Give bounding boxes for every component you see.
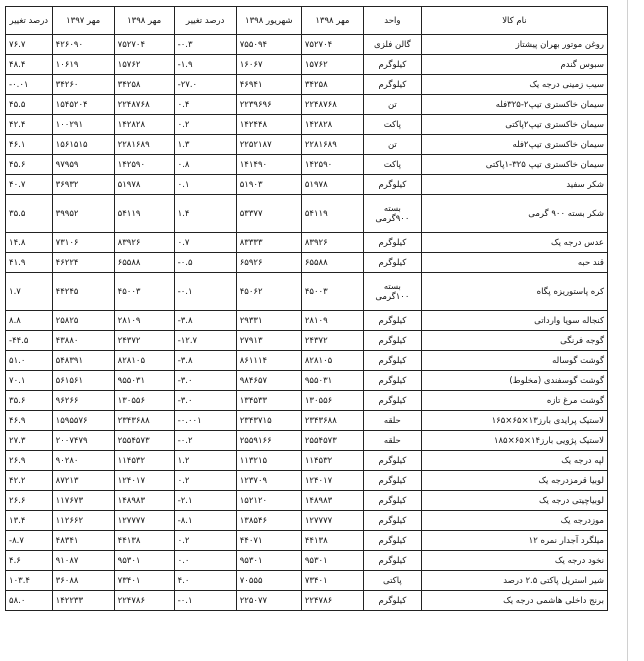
price-mehr-98-cell: ۲۲۸۱۶۸۹ [301, 135, 363, 155]
percent-change-cell: ۰.۲ [174, 471, 236, 491]
percent-change-cell: -۰.۲ [174, 431, 236, 451]
price-shahrivar-98-cell: ۱۴۱۴۹۰ [236, 155, 301, 175]
percent-change-cell: -۱۲.۷ [174, 331, 236, 351]
unit-cell: پاکتی [363, 571, 421, 591]
item-name-cell: سبوس گندم [421, 55, 607, 75]
annual-change-cell: -۸.۷ [6, 531, 53, 551]
table-row [6, 371, 608, 391]
item-name-cell: لاستیک پرایدی بارز۱۳×۶۵×۱۶۵ [421, 411, 607, 431]
unit-cell: حلقه [363, 411, 421, 431]
annual-change-cell: ۱.۷ [6, 273, 53, 311]
unit-cell: کیلوگرم [363, 591, 421, 611]
price-mehr-98-cell: ۲۴۳۷۲ [301, 331, 363, 351]
table-row [6, 55, 608, 75]
price-mehr-97-cell: ۹۶۲۶۶ [52, 391, 114, 411]
unit-cell: تن [363, 135, 421, 155]
item-name-cell: لوبیاچیتی درجه یک [421, 491, 607, 511]
annual-change-cell: ۸.۸ [6, 311, 53, 331]
page-edge [627, 0, 628, 661]
price-mehr-97-cell: ۴۲۶۰۹۰ [52, 35, 114, 55]
price-mehr-98-b-cell: ۲۸۱۰۹ [114, 311, 174, 331]
unit-cell: کیلوگرم [363, 471, 421, 491]
annual-change-cell: ۴۶.۹ [6, 411, 53, 431]
price-mehr-97-cell: ۱۰۶۱۹ [52, 55, 114, 75]
table-row [6, 35, 608, 55]
price-shahrivar-98-cell: ۱۶۰۶۷ [236, 55, 301, 75]
price-mehr-98-b-cell: ۴۵۰۰۳ [114, 273, 174, 311]
table-row [6, 75, 608, 95]
price-mehr-98-cell: ۱۳۰۵۵۶ [301, 391, 363, 411]
price-mehr-98-cell: ۱۴۲۵۹۰ [301, 155, 363, 175]
price-shahrivar-98-cell: ۹۸۴۶۵۷ [236, 371, 301, 391]
table-row [6, 175, 608, 195]
price-mehr-98-b-cell: ۱۲۴۰۱۷ [114, 471, 174, 491]
annual-change-cell: ۷۰.۱ [6, 371, 53, 391]
price-shahrivar-98-cell: ۲۲۵۲۱۸۷ [236, 135, 301, 155]
item-name-cell: سیب زمینی درجه یک [421, 75, 607, 95]
percent-change-cell: ۱.۴ [174, 195, 236, 233]
unit-cell: کیلوگرم [363, 351, 421, 371]
price-mehr-97-cell: ۱۱۲۶۶۲ [52, 511, 114, 531]
table-row [6, 351, 608, 371]
annual-change-cell: ۴۱.۹ [6, 253, 53, 273]
unit-cell: کیلوگرم [363, 551, 421, 571]
price-shahrivar-98-cell: ۸۶۱۱۱۴ [236, 351, 301, 371]
price-mehr-98-cell: ۱۲۴۰۱۷ [301, 471, 363, 491]
item-name-cell: گوشت مرغ تازه [421, 391, 607, 411]
price-mehr-97-cell: ۷۳۱۰۶ [52, 233, 114, 253]
price-mehr-97-cell: ۴۳۸۸۰ [52, 331, 114, 351]
unit-cell: بسته ۹۰۰گرمی [363, 195, 421, 233]
unit-cell: کیلوگرم [363, 75, 421, 95]
annual-change-cell: ۴۸.۴ [6, 55, 53, 75]
annual-change-cell: ۴۵.۵ [6, 95, 53, 115]
item-name-cell: لوبیا قرمزدرجه یک [421, 471, 607, 491]
item-name-cell: شکر سفید [421, 175, 607, 195]
price-mehr-98-b-cell: ۳۴۲۵۸ [114, 75, 174, 95]
item-name-cell: قند حبه [421, 253, 607, 273]
price-mehr-98-b-cell: ۱۳۰۵۵۶ [114, 391, 174, 411]
price-shahrivar-98-cell: ۲۳۴۳۷۱۵ [236, 411, 301, 431]
unit-cell: حلقه [363, 431, 421, 451]
price-mehr-98-cell: ۹۵۳۰۱ [301, 551, 363, 571]
item-name-cell: برنج داخلی هاشمی درجه یک [421, 591, 607, 611]
table-row [6, 273, 608, 311]
price-mehr-98-cell: ۷۳۴۰۱ [301, 571, 363, 591]
price-mehr-98-b-cell: ۷۵۲۷۰۴ [114, 35, 174, 55]
table-row [6, 571, 608, 591]
annual-change-cell: ۴۲.۴ [6, 115, 53, 135]
percent-change-cell: -۰.۳ [174, 35, 236, 55]
table-row [6, 311, 608, 331]
table-row [6, 195, 608, 233]
table-row [6, 431, 608, 451]
price-shahrivar-98-cell: ۲۲۵۰۷۷ [236, 591, 301, 611]
unit-cell: بسته ۱۰۰گرمی [363, 273, 421, 311]
price-mehr-97-cell: ۹۷۹۵۹ [52, 155, 114, 175]
price-table [5, 6, 608, 611]
price-shahrivar-98-cell: ۵۳۳۷۷ [236, 195, 301, 233]
annual-change-cell: ۲۷.۳ [6, 431, 53, 451]
table-row [6, 551, 608, 571]
price-mehr-98-b-cell: ۷۳۴۰۱ [114, 571, 174, 591]
price-shahrivar-98-cell: ۷۵۵۰۹۴ [236, 35, 301, 55]
unit-cell: کیلوگرم [363, 391, 421, 411]
item-name-cell: لپه درجه یک [421, 451, 607, 471]
price-mehr-97-cell: ۱۵۹۵۵۷۶ [52, 411, 114, 431]
item-name-cell: گوجه فرنگی [421, 331, 607, 351]
price-shahrivar-98-cell: ۱۳۸۵۴۶ [236, 511, 301, 531]
header-percent-change: درصد تغییر [174, 7, 236, 35]
price-shahrivar-98-cell: ۵۱۹۰۳ [236, 175, 301, 195]
annual-change-cell: ۴۲.۲ [6, 471, 53, 491]
table-row [6, 391, 608, 411]
table-row [6, 411, 608, 431]
price-shahrivar-98-cell: ۴۴۰۷۱ [236, 531, 301, 551]
annual-change-cell: ۴۶.۱ [6, 135, 53, 155]
annual-change-cell: ۲۶.۶ [6, 491, 53, 511]
item-name-cell: روغن موتور بهران پیشتاز [421, 35, 607, 55]
percent-change-cell: ۰.۱ [174, 175, 236, 195]
price-mehr-98-cell: ۷۵۲۷۰۴ [301, 35, 363, 55]
price-mehr-97-cell: ۴۸۳۴۱ [52, 531, 114, 551]
price-mehr-98-cell: ۲۲۴۷۸۶ [301, 591, 363, 611]
price-mehr-98-b-cell: ۱۲۷۷۷۷ [114, 511, 174, 531]
price-shahrivar-98-cell: ۸۳۳۳۳ [236, 233, 301, 253]
percent-change-cell: -۰.۰۰۱ [174, 411, 236, 431]
header-percent-change-annual: درصد تغییر [6, 7, 53, 35]
price-shahrivar-98-cell: ۲۲۳۹۶۹۶ [236, 95, 301, 115]
price-mehr-97-cell: ۳۹۹۵۲ [52, 195, 114, 233]
percent-change-cell: -۰.۱ [174, 591, 236, 611]
price-mehr-98-cell: ۱۱۴۵۳۲ [301, 451, 363, 471]
price-table-container [5, 6, 611, 611]
price-shahrivar-98-cell: ۴۵۰۶۲ [236, 273, 301, 311]
annual-change-cell: -۰.۰۱ [6, 75, 53, 95]
percent-change-cell: ۰.۰ [174, 551, 236, 571]
price-mehr-98-cell: ۵۴۱۱۹ [301, 195, 363, 233]
price-mehr-98-cell: ۹۵۵۰۳۱ [301, 371, 363, 391]
item-name-cell: نخود درجه یک [421, 551, 607, 571]
unit-cell: کیلوگرم [363, 331, 421, 351]
price-shahrivar-98-cell: ۹۵۳۰۱ [236, 551, 301, 571]
percent-change-cell: ۰.۴ [174, 95, 236, 115]
price-mehr-98-b-cell: ۵۱۹۷۸ [114, 175, 174, 195]
annual-change-cell: ۳۵.۶ [6, 391, 53, 411]
item-name-cell: کنجاله سویا وارداتی [421, 311, 607, 331]
table-row [6, 451, 608, 471]
percent-change-cell: ۰.۷ [174, 233, 236, 253]
unit-cell: تن [363, 95, 421, 115]
price-shahrivar-98-cell: ۴۶۹۴۱ [236, 75, 301, 95]
price-mehr-98-cell: ۴۴۱۳۸ [301, 531, 363, 551]
price-mehr-98-b-cell: ۲۴۳۷۲ [114, 331, 174, 351]
price-shahrivar-98-cell: ۱۵۲۱۲۰ [236, 491, 301, 511]
price-mehr-97-cell: ۱۴۲۲۳۳ [52, 591, 114, 611]
annual-change-cell: ۱۳.۴ [6, 511, 53, 531]
item-name-cell: عدس درجه یک [421, 233, 607, 253]
percent-change-cell: ۰.۲ [174, 531, 236, 551]
percent-change-cell: ۴.۰ [174, 571, 236, 591]
price-mehr-98-b-cell: ۸۳۹۲۶ [114, 233, 174, 253]
item-name-cell: سیمان خاکستری تیپ۲فله [421, 135, 607, 155]
table-body [6, 35, 608, 611]
unit-cell: کیلوگرم [363, 451, 421, 471]
price-mehr-98-cell: ۸۳۹۲۶ [301, 233, 363, 253]
price-shahrivar-98-cell: ۱۳۴۵۳۳ [236, 391, 301, 411]
price-mehr-98-b-cell: ۲۲۴۸۷۶۸ [114, 95, 174, 115]
item-name-cell: کره پاستوریزه پگاه [421, 273, 607, 311]
item-name-cell: سیمان خاکستری تیپ۲-۳۲۵فله [421, 95, 607, 115]
price-mehr-97-cell: ۱۵۴۵۲۰۴ [52, 95, 114, 115]
table-row [6, 233, 608, 253]
percent-change-cell: -۲.۱ [174, 491, 236, 511]
price-shahrivar-98-cell: ۷۰۵۵۵ [236, 571, 301, 591]
price-mehr-97-cell: ۳۶۹۳۲ [52, 175, 114, 195]
unit-cell: کیلوگرم [363, 55, 421, 75]
percent-change-cell: -۳.۸ [174, 351, 236, 371]
table-row [6, 491, 608, 511]
item-name-cell: موزدرجه یک [421, 511, 607, 531]
unit-cell: پاکت [363, 155, 421, 175]
item-name-cell: گوشت گوسفندی (مخلوط) [421, 371, 607, 391]
price-mehr-98-cell: ۱۵۷۶۲ [301, 55, 363, 75]
price-mehr-98-cell: ۲۳۴۳۶۸۸ [301, 411, 363, 431]
table-row [6, 471, 608, 491]
table-row [6, 591, 608, 611]
percent-change-cell: -۰.۵ [174, 253, 236, 273]
price-mehr-98-cell: ۲۸۱۰۹ [301, 311, 363, 331]
price-mehr-98-cell: ۱۴۸۹۸۳ [301, 491, 363, 511]
price-mehr-98-b-cell: ۹۵۵۰۳۱ [114, 371, 174, 391]
table-row [6, 95, 608, 115]
price-mehr-97-cell: ۸۷۲۱۳ [52, 471, 114, 491]
price-shahrivar-98-cell: ۲۹۳۳۱ [236, 311, 301, 331]
price-mehr-98-cell: ۸۲۸۱۰۵ [301, 351, 363, 371]
header-mehr-98: مهر ۱۳۹۸ [301, 7, 363, 35]
price-mehr-98-b-cell: ۶۵۵۸۸ [114, 253, 174, 273]
annual-change-cell: ۷۶.۷ [6, 35, 53, 55]
price-mehr-98-cell: ۳۴۲۵۸ [301, 75, 363, 95]
price-mehr-98-cell: ۱۴۲۸۲۸ [301, 115, 363, 135]
annual-change-cell: ۱۰۳.۴ [6, 571, 53, 591]
unit-cell: کیلوگرم [363, 531, 421, 551]
percent-change-cell: ۰.۲ [174, 115, 236, 135]
price-mehr-98-b-cell: ۵۴۱۱۹ [114, 195, 174, 233]
annual-change-cell: ۴۰.۷ [6, 175, 53, 195]
annual-change-cell: ۵۱.۰ [6, 351, 53, 371]
unit-cell: کیلوگرم [363, 253, 421, 273]
price-mehr-98-b-cell: ۴۴۱۳۸ [114, 531, 174, 551]
annual-change-cell: ۲۶.۹ [6, 451, 53, 471]
annual-change-cell: ۴۵.۶ [6, 155, 53, 175]
price-mehr-98-b-cell: ۲۲۸۱۶۸۹ [114, 135, 174, 155]
header-unit: واحد [363, 7, 421, 35]
table-row [6, 253, 608, 273]
price-mehr-98-cell: ۲۲۴۸۷۶۸ [301, 95, 363, 115]
unit-cell: پاکت [363, 115, 421, 135]
price-shahrivar-98-cell: ۱۲۳۷۰۹ [236, 471, 301, 491]
percent-change-cell: -۸.۱ [174, 511, 236, 531]
price-mehr-97-cell: ۹۰۲۸۰ [52, 451, 114, 471]
percent-change-cell: -۳.۰ [174, 391, 236, 411]
percent-change-cell: -۳.۰ [174, 371, 236, 391]
table-row [6, 531, 608, 551]
price-mehr-98-b-cell: ۸۲۸۱۰۵ [114, 351, 174, 371]
table-header-row [6, 7, 608, 35]
unit-cell: کیلوگرم [363, 175, 421, 195]
annual-change-cell: ۱۴.۸ [6, 233, 53, 253]
percent-change-cell: -۳.۸ [174, 311, 236, 331]
price-mehr-98-cell: ۲۵۵۴۵۷۳ [301, 431, 363, 451]
item-name-cell: گوشت گوساله [421, 351, 607, 371]
annual-change-cell: ۵۸.۰ [6, 591, 53, 611]
price-mehr-97-cell: ۴۴۲۴۵ [52, 273, 114, 311]
price-mehr-98-cell: ۱۲۷۷۷۷ [301, 511, 363, 531]
price-mehr-98-b-cell: ۱۱۴۵۳۲ [114, 451, 174, 471]
price-shahrivar-98-cell: ۶۵۹۲۶ [236, 253, 301, 273]
percent-change-cell: -۰.۱ [174, 273, 236, 311]
annual-change-cell: -۴۴.۵ [6, 331, 53, 351]
price-mehr-98-cell: ۴۵۰۰۳ [301, 273, 363, 311]
price-mehr-97-cell: ۱۰۰۲۹۱ [52, 115, 114, 135]
table-row [6, 115, 608, 135]
price-mehr-98-b-cell: ۱۴۲۵۹۰ [114, 155, 174, 175]
percent-change-cell: -۱.۹ [174, 55, 236, 75]
price-shahrivar-98-cell: ۲۵۵۹۱۶۶ [236, 431, 301, 451]
percent-change-cell: ۰.۸ [174, 155, 236, 175]
header-mehr-98-b: مهر ۱۳۹۸ [114, 7, 174, 35]
annual-change-cell: ۳۵.۵ [6, 195, 53, 233]
header-shahrivar-98: شهریور ۱۳۹۸ [236, 7, 301, 35]
unit-cell: کیلوگرم [363, 491, 421, 511]
price-mehr-97-cell: ۳۴۲۶۰ [52, 75, 114, 95]
price-mehr-98-b-cell: ۲۳۴۳۶۸۸ [114, 411, 174, 431]
price-shahrivar-98-cell: ۱۴۲۴۴۸ [236, 115, 301, 135]
price-mehr-97-cell: ۱۵۶۱۵۱۵ [52, 135, 114, 155]
table-row [6, 155, 608, 175]
price-mehr-97-cell: ۲۵۸۲۵ [52, 311, 114, 331]
price-mehr-98-cell: ۵۱۹۷۸ [301, 175, 363, 195]
item-name-cell: میلگرد آجدار نمره ۱۲ [421, 531, 607, 551]
annual-change-cell: ۴.۶ [6, 551, 53, 571]
price-mehr-97-cell: ۴۶۲۲۴ [52, 253, 114, 273]
price-mehr-98-b-cell: ۲۵۵۴۵۷۳ [114, 431, 174, 451]
price-mehr-98-cell: ۶۵۵۸۸ [301, 253, 363, 273]
item-name-cell: لاستیک پژویی بارز۱۴×۶۵×۱۸۵ [421, 431, 607, 451]
price-mehr-98-b-cell: ۲۲۴۷۸۶ [114, 591, 174, 611]
header-item-name: نام کالا [421, 7, 607, 35]
percent-change-cell: -۲۷.۰ [174, 75, 236, 95]
price-shahrivar-98-cell: ۲۷۹۱۳ [236, 331, 301, 351]
price-mehr-97-cell: ۹۱۰۸۷ [52, 551, 114, 571]
unit-cell: کیلوگرم [363, 371, 421, 391]
percent-change-cell: ۱.۳ [174, 135, 236, 155]
price-mehr-97-cell: ۵۴۸۳۹۱ [52, 351, 114, 371]
item-name-cell: شکر بسته ۹۰۰ گرمی [421, 195, 607, 233]
price-mehr-98-b-cell: ۱۵۷۶۲ [114, 55, 174, 75]
unit-cell: کیلوگرم [363, 511, 421, 531]
unit-cell: گالن فلزی [363, 35, 421, 55]
price-mehr-98-b-cell: ۹۵۳۰۱ [114, 551, 174, 571]
price-mehr-98-b-cell: ۱۴۸۹۸۳ [114, 491, 174, 511]
price-mehr-98-b-cell: ۱۴۲۸۲۸ [114, 115, 174, 135]
price-mehr-97-cell: ۳۶۰۸۸ [52, 571, 114, 591]
percent-change-cell: ۱.۲ [174, 451, 236, 471]
table-row [6, 331, 608, 351]
price-mehr-97-cell: ۵۶۱۵۶۱ [52, 371, 114, 391]
unit-cell: کیلوگرم [363, 233, 421, 253]
price-mehr-97-cell: ۲۰۰۷۴۷۹ [52, 431, 114, 451]
unit-cell: کیلوگرم [363, 311, 421, 331]
header-mehr-97: مهر ۱۳۹۷ [52, 7, 114, 35]
price-shahrivar-98-cell: ۱۱۳۲۱۵ [236, 451, 301, 471]
table-row [6, 135, 608, 155]
item-name-cell: شیر استریل پاکتی ۲.۵ درصد [421, 571, 607, 591]
price-mehr-97-cell: ۱۱۷۶۷۳ [52, 491, 114, 511]
table-row [6, 511, 608, 531]
item-name-cell: سیمان خاکستری تیپ۲پاکتی [421, 115, 607, 135]
item-name-cell: سیمان خاکستری تیپ ۳۲۵-۱پاکتی [421, 155, 607, 175]
